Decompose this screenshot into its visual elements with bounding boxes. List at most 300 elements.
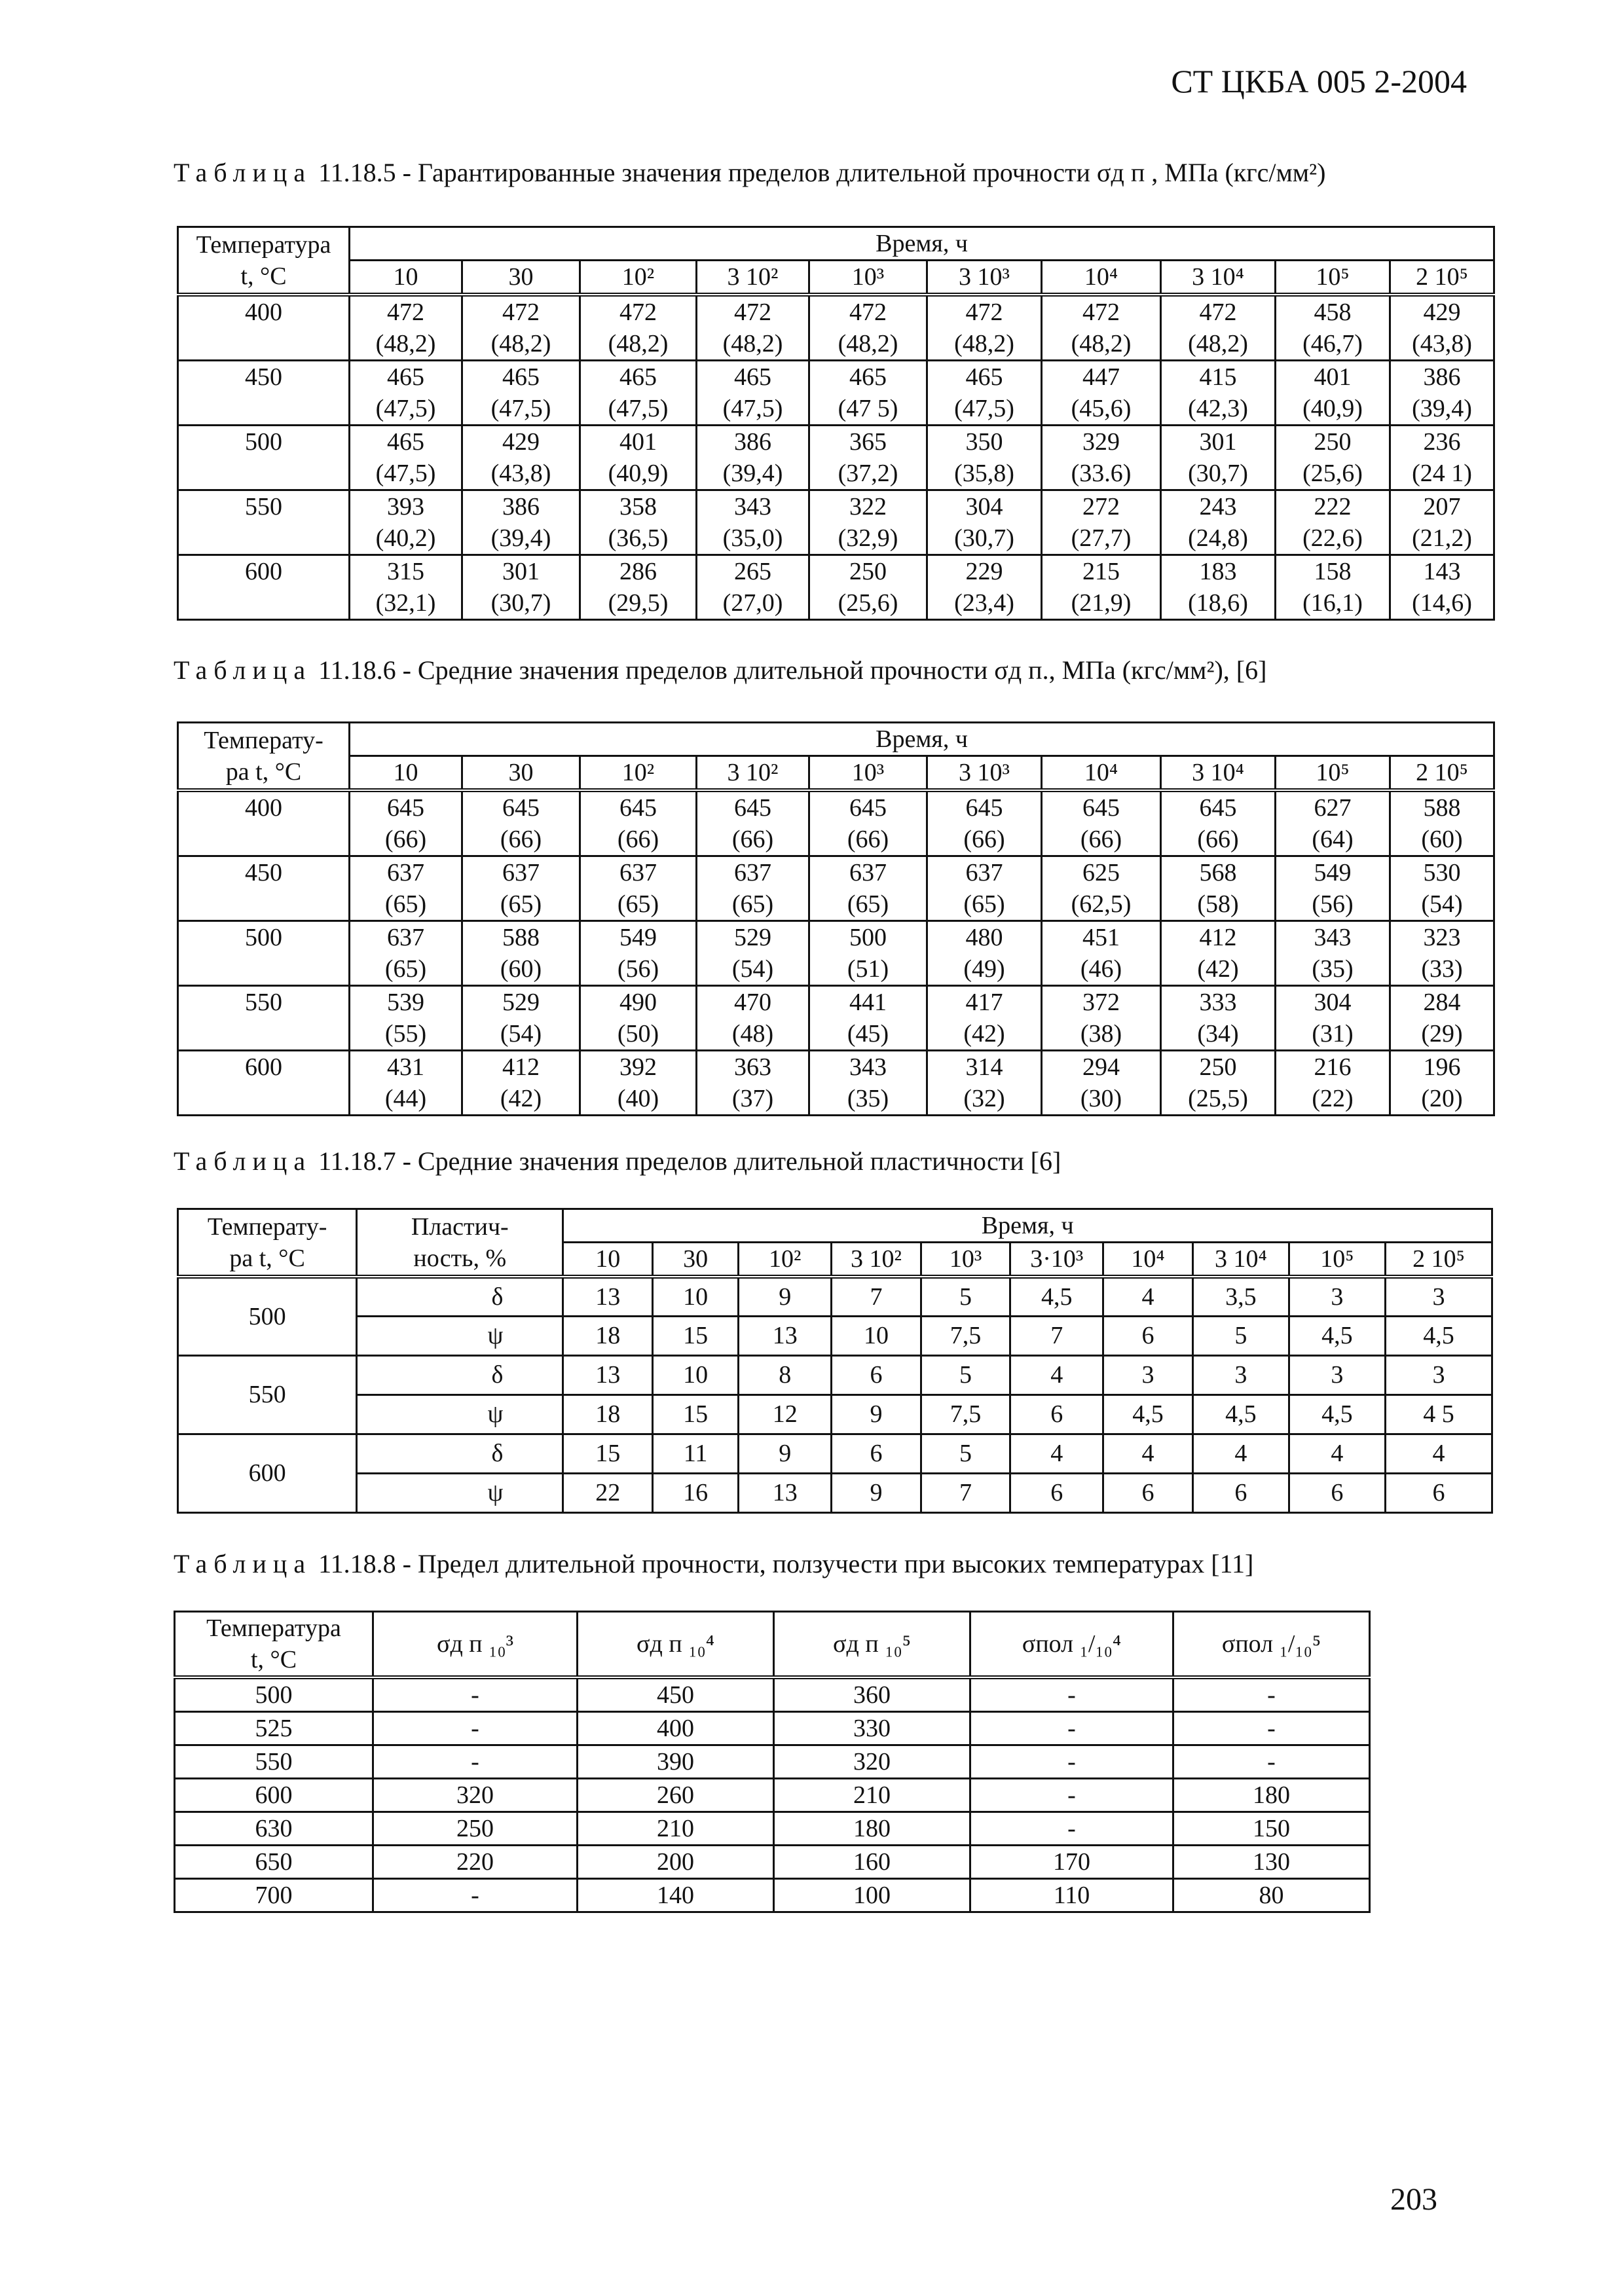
time-column-header: 3 10⁴ (1192, 1243, 1289, 1277)
value-cell: - (1173, 1745, 1370, 1779)
value-cell: 6 (832, 1355, 921, 1394)
value-kgf: (49) (963, 955, 1005, 983)
value-mpa: 236 (1423, 428, 1461, 456)
value-cell (462, 986, 580, 1051)
value-cell (809, 921, 927, 986)
stress-column-header: σд п ₁₀⁴ (578, 1612, 774, 1678)
value-cell: 3,5 (1192, 1277, 1289, 1316)
value-cell: 220 (373, 1846, 578, 1879)
value-mpa: 470 (734, 989, 771, 1016)
value-cell: 3 (1385, 1355, 1492, 1394)
value-mpa: 401 (1314, 363, 1352, 391)
caption-text: 11.18.8 - Предел длительной прочности, ползучести при высоких температурах [11] (312, 1549, 1254, 1578)
temperature-cell: 450 (178, 361, 350, 426)
value-kgf: (65) (731, 890, 774, 918)
value-mpa: 472 (502, 299, 540, 326)
value-mpa: 645 (849, 794, 887, 822)
value-cell (1390, 790, 1494, 856)
value-mpa: 284 (1423, 989, 1461, 1016)
value-cell (1042, 856, 1161, 921)
value-kgf: (56) (1312, 890, 1354, 918)
time-column-header: 10⁴ (1042, 261, 1161, 295)
value-cell: 180 (1173, 1779, 1370, 1812)
table-average-plasticity (177, 1208, 1493, 1514)
table-row (175, 1879, 1370, 1912)
plasticity-symbol: ψ (357, 1316, 563, 1355)
value-cell: 3 (1289, 1277, 1385, 1316)
value-mpa: 472 (965, 299, 1003, 326)
value-cell (927, 426, 1042, 490)
temperature-cell: 550 (178, 1355, 357, 1434)
value-mpa: 447 (1082, 363, 1120, 391)
document-code: СТ ЦКБА 005 2-2004 (1171, 63, 1467, 100)
caption-lead: Таблица (174, 158, 312, 187)
value-cell: 80 (1173, 1879, 1370, 1912)
value-cell: 3 (1103, 1355, 1193, 1394)
value-cell (1161, 986, 1276, 1051)
table-row (175, 1812, 1370, 1846)
value-cell (580, 555, 697, 620)
value-cell (462, 555, 580, 620)
value-kgf: (66) (617, 826, 659, 853)
value-cell (350, 295, 462, 361)
plasticity-symbol: ψ (357, 1473, 563, 1512)
value-kgf: (32,1) (375, 589, 436, 617)
value-cell (809, 361, 927, 426)
caption-lead: Таблица (174, 1146, 312, 1176)
value-kgf: (24,8) (1188, 524, 1248, 552)
plasticity-symbol: δ (357, 1277, 563, 1316)
value-cell (1161, 790, 1276, 856)
value-kgf: (32) (963, 1085, 1005, 1112)
value-kgf: (27,0) (722, 589, 783, 617)
value-cell: 7 (832, 1277, 921, 1316)
value-mpa: 301 (1199, 428, 1237, 456)
value-mpa: 386 (734, 428, 771, 456)
value-kgf: (66) (963, 826, 1005, 853)
value-kgf: (65) (963, 890, 1005, 918)
stress-column-header: σд п ₁₀³ (373, 1612, 578, 1678)
value-mpa: 207 (1423, 493, 1461, 520)
value-cell: 18 (563, 1394, 653, 1434)
value-cell: 8 (739, 1355, 832, 1394)
value-kgf: (23,4) (954, 589, 1014, 617)
value-kgf: (47,5) (375, 460, 436, 487)
value-cell: 170 (970, 1846, 1173, 1879)
value-mpa: 637 (502, 859, 540, 886)
value-cell (1276, 986, 1390, 1051)
value-mpa: 363 (734, 1053, 771, 1081)
value-cell (809, 555, 927, 620)
value-kgf: (51) (847, 955, 889, 983)
value-cell: 6 (1103, 1473, 1193, 1512)
value-cell: 6 (1289, 1473, 1385, 1512)
value-cell: 4 (1010, 1434, 1103, 1473)
value-kgf: (58) (1197, 890, 1239, 918)
value-cell (697, 986, 809, 1051)
temperature-cell: 500 (178, 426, 350, 490)
temperature-header-line1: Температу- (207, 1212, 327, 1241)
value-kgf: (16,1) (1302, 589, 1363, 617)
value-cell: 4,5 (1192, 1394, 1289, 1434)
value-mpa: 358 (619, 493, 657, 520)
value-cell (1390, 426, 1494, 490)
value-cell (1390, 361, 1494, 426)
value-mpa: 637 (849, 859, 887, 886)
value-cell: 10 (652, 1355, 738, 1394)
value-cell: - (373, 1745, 578, 1779)
value-cell (1161, 426, 1276, 490)
plasticity-header (357, 1209, 563, 1277)
value-mpa: 229 (965, 558, 1003, 585)
value-mpa: 637 (619, 859, 657, 886)
value-cell (462, 490, 580, 555)
value-cell: 210 (774, 1779, 970, 1812)
value-kgf: (39,4) (722, 460, 783, 487)
temperature-cell: 550 (178, 986, 350, 1051)
temperature-header-line2: ра t, °C (225, 757, 302, 786)
value-kgf: (25,6) (1302, 460, 1363, 487)
table-row (178, 1473, 1492, 1512)
value-kgf: (64) (1312, 826, 1354, 853)
value-kgf: (54) (500, 1020, 542, 1048)
temperature-cell: 400 (178, 295, 350, 361)
value-cell: 12 (739, 1394, 832, 1434)
value-mpa: 549 (1314, 859, 1352, 886)
value-kgf: (29) (1421, 1020, 1463, 1048)
value-kgf: (65) (617, 890, 659, 918)
temperature-header (175, 1612, 373, 1678)
value-cell (927, 490, 1042, 555)
value-mpa: 415 (1199, 363, 1237, 391)
value-mpa: 417 (965, 989, 1003, 1016)
value-cell: 9 (739, 1434, 832, 1473)
value-mpa: 645 (387, 794, 424, 822)
value-cell (580, 426, 697, 490)
value-kgf: (14,6) (1412, 589, 1472, 617)
value-cell (1042, 361, 1161, 426)
plasticity-symbol: ψ (357, 1394, 563, 1434)
value-mpa: 365 (849, 428, 887, 456)
value-cell (1276, 856, 1390, 921)
value-cell: 13 (739, 1473, 832, 1512)
value-mpa: 588 (502, 924, 540, 951)
temperature-cell: 650 (175, 1846, 373, 1879)
value-cell (1390, 986, 1494, 1051)
value-cell (809, 1051, 927, 1116)
table-row (178, 1277, 1492, 1316)
value-kgf: (40,9) (608, 460, 669, 487)
value-mpa: 645 (502, 794, 540, 822)
table-guaranteed-strength (177, 226, 1495, 621)
value-mpa: 530 (1423, 859, 1461, 886)
time-column-header: 2 10⁵ (1390, 756, 1494, 791)
value-cell (580, 1051, 697, 1116)
value-cell: 4,5 (1010, 1277, 1103, 1316)
value-mpa: 429 (1423, 299, 1461, 326)
value-cell: 3 (1192, 1355, 1289, 1394)
value-kgf: (66) (731, 826, 774, 853)
table-row (175, 1677, 1370, 1712)
value-mpa: 412 (502, 1053, 540, 1081)
time-column-header: 10² (580, 261, 697, 295)
value-kgf: (48,2) (954, 330, 1014, 357)
temperature-cell: 550 (175, 1745, 373, 1779)
time-column-header: 3 10² (832, 1243, 921, 1277)
value-mpa: 386 (1423, 363, 1461, 391)
value-cell: 150 (1173, 1812, 1370, 1846)
value-cell (462, 361, 580, 426)
value-cell: 15 (652, 1394, 738, 1434)
value-kgf: (50) (617, 1020, 659, 1048)
time-column-header: 10 (350, 756, 462, 791)
value-kgf: (54) (1421, 890, 1463, 918)
value-cell (927, 1051, 1042, 1116)
value-mpa: 465 (502, 363, 540, 391)
table-caption-1 (174, 157, 1325, 188)
time-header: Время, ч (563, 1209, 1492, 1243)
value-kgf: (65) (500, 890, 542, 918)
value-cell: - (970, 1812, 1173, 1846)
value-cell (350, 986, 462, 1051)
value-cell: 3 (1289, 1355, 1385, 1394)
value-cell: 7,5 (921, 1316, 1010, 1355)
value-cell (350, 1051, 462, 1116)
table-row (178, 295, 1494, 361)
value-cell: 4 (1385, 1434, 1492, 1473)
table-row (178, 921, 1494, 986)
value-cell: 250 (373, 1812, 578, 1846)
plasticity-symbol: δ (357, 1355, 563, 1394)
value-kgf: (65) (847, 890, 889, 918)
value-kgf: (48) (731, 1020, 774, 1048)
table-row (178, 361, 1494, 426)
value-kgf: (45) (847, 1020, 889, 1048)
value-kgf: (36,5) (608, 524, 669, 552)
value-kgf: (20) (1421, 1085, 1463, 1112)
value-cell (1161, 555, 1276, 620)
temperature-cell: 500 (178, 1277, 357, 1355)
value-mpa: 429 (502, 428, 540, 456)
time-header: Время, ч (350, 227, 1494, 261)
time-column-header: 3 10² (697, 756, 809, 791)
value-kgf: (40,2) (375, 524, 436, 552)
value-cell: 4,5 (1103, 1394, 1193, 1434)
value-cell: - (970, 1677, 1173, 1712)
value-mpa: 304 (965, 493, 1003, 520)
plasticity-header-line1: Пластич- (411, 1212, 509, 1241)
value-mpa: 645 (1082, 794, 1120, 822)
table-row (178, 1434, 1492, 1473)
value-kgf: (46) (1080, 955, 1122, 983)
value-cell: 11 (652, 1434, 738, 1473)
value-kgf: (47,5) (954, 395, 1014, 422)
value-cell: 16 (652, 1473, 738, 1512)
value-kgf: (43,8) (1412, 330, 1472, 357)
value-mpa: 529 (502, 989, 540, 1016)
value-kgf: (27,7) (1071, 524, 1132, 552)
value-cell: - (373, 1677, 578, 1712)
value-kgf: (30,7) (954, 524, 1014, 552)
temperature-cell: 400 (178, 790, 350, 856)
value-cell (1390, 295, 1494, 361)
value-cell (580, 490, 697, 555)
value-cell (697, 555, 809, 620)
value-kgf: (47 5) (838, 395, 898, 422)
value-cell (697, 790, 809, 856)
value-cell (1276, 295, 1390, 361)
value-cell (580, 790, 697, 856)
value-kgf: (42) (963, 1020, 1005, 1048)
value-kgf: (56) (617, 955, 659, 983)
value-cell (1390, 490, 1494, 555)
value-mpa: 637 (965, 859, 1003, 886)
value-cell: 6 (1192, 1473, 1289, 1512)
value-kgf: (30,7) (490, 589, 551, 617)
table-row (178, 1355, 1492, 1394)
value-mpa: 472 (734, 299, 771, 326)
page-number: 203 (1390, 2182, 1437, 2217)
value-cell: 6 (1010, 1394, 1103, 1434)
temperature-cell: 500 (175, 1677, 373, 1712)
value-cell: 5 (921, 1434, 1010, 1473)
temperature-header (178, 227, 350, 295)
value-cell: - (1173, 1712, 1370, 1745)
table-creep-limits (174, 1611, 1371, 1913)
value-mpa: 465 (965, 363, 1003, 391)
value-mpa: 343 (734, 493, 771, 520)
value-kgf: (43,8) (490, 460, 551, 487)
value-kgf: (40) (617, 1085, 659, 1112)
table-caption-3 (174, 1146, 1061, 1176)
value-kgf: (48,2) (1071, 330, 1132, 357)
value-mpa: 392 (619, 1053, 657, 1081)
value-kgf: (37) (731, 1085, 774, 1112)
value-kgf: (54) (731, 955, 774, 983)
value-cell (1390, 856, 1494, 921)
table-row (178, 1394, 1492, 1434)
value-cell (1276, 921, 1390, 986)
value-cell: 7,5 (921, 1394, 1010, 1434)
value-cell: 4 (1192, 1434, 1289, 1473)
value-cell: 210 (578, 1812, 774, 1846)
value-kgf: (32,9) (838, 524, 898, 552)
header-row (175, 1612, 1370, 1678)
value-kgf: (21,9) (1071, 589, 1132, 617)
temperature-cell: 450 (178, 856, 350, 921)
value-mpa: 350 (965, 428, 1003, 456)
value-mpa: 549 (619, 924, 657, 951)
value-cell: 5 (921, 1277, 1010, 1316)
value-cell (1161, 295, 1276, 361)
value-kgf: (47,5) (722, 395, 783, 422)
value-cell: 13 (563, 1355, 653, 1394)
value-kgf: (48,2) (608, 330, 669, 357)
time-column-header: 10³ (921, 1243, 1010, 1277)
value-kgf: (45,6) (1071, 395, 1132, 422)
time-columns-row (178, 261, 1494, 295)
table-average-strength (177, 721, 1495, 1116)
value-cell: 110 (970, 1879, 1173, 1912)
table-row (178, 490, 1494, 555)
value-kgf: (42,3) (1188, 395, 1248, 422)
value-mpa: 431 (387, 1053, 424, 1081)
value-mpa: 645 (734, 794, 771, 822)
value-mpa: 465 (734, 363, 771, 391)
value-mpa: 286 (619, 558, 657, 585)
temperature-header (178, 723, 350, 791)
temperature-cell: 550 (178, 490, 350, 555)
value-cell (1276, 790, 1390, 856)
value-cell: 9 (832, 1394, 921, 1434)
value-cell (809, 426, 927, 490)
value-mpa: 500 (849, 924, 887, 951)
value-cell (1042, 490, 1161, 555)
value-cell (462, 426, 580, 490)
temperature-cell: 600 (178, 1051, 350, 1116)
value-kgf: (44) (384, 1085, 427, 1112)
value-mpa: 314 (965, 1053, 1003, 1081)
value-mpa: 323 (1423, 924, 1461, 951)
value-kgf: (37,2) (838, 460, 898, 487)
value-cell (462, 295, 580, 361)
value-cell (1161, 361, 1276, 426)
value-cell (1042, 555, 1161, 620)
caption-lead: Таблица (174, 1549, 312, 1578)
value-cell: 140 (578, 1879, 774, 1912)
value-kgf: (39,4) (490, 524, 551, 552)
value-mpa: 588 (1423, 794, 1461, 822)
value-kgf: (48,2) (722, 330, 783, 357)
time-header: Время, ч (350, 723, 1494, 756)
value-mpa: 243 (1199, 493, 1237, 520)
value-mpa: 343 (1314, 924, 1352, 951)
table-row (178, 856, 1494, 921)
table-row (175, 1745, 1370, 1779)
value-kgf: (22,6) (1302, 524, 1363, 552)
value-cell (1042, 426, 1161, 490)
value-cell: - (970, 1745, 1173, 1779)
value-cell (697, 426, 809, 490)
value-kgf: (66) (1197, 826, 1239, 853)
caption-text: 11.18.7 - Средние значения пределов длительной пластичности [6] (312, 1146, 1061, 1176)
value-cell (350, 856, 462, 921)
caption-text: 11.18.5 - Гарантированные значения пределов длительной прочности σд п , МПа (кгс/мм²) (312, 158, 1326, 187)
value-cell (1042, 790, 1161, 856)
value-cell: 400 (578, 1712, 774, 1745)
value-cell (697, 490, 809, 555)
value-cell (580, 361, 697, 426)
value-mpa: 265 (734, 558, 771, 585)
value-cell (927, 986, 1042, 1051)
value-cell (1042, 295, 1161, 361)
value-cell (809, 986, 927, 1051)
value-cell: 160 (774, 1846, 970, 1879)
time-column-header: 3·10³ (1010, 1243, 1103, 1277)
value-cell: 180 (774, 1812, 970, 1846)
value-cell: 3 (1385, 1277, 1492, 1316)
value-cell: - (970, 1712, 1173, 1745)
value-kgf: (46,7) (1302, 330, 1363, 357)
value-mpa: 465 (619, 363, 657, 391)
value-cell: 6 (1103, 1316, 1193, 1355)
value-cell (462, 921, 580, 986)
value-cell: 320 (774, 1745, 970, 1779)
value-mpa: 490 (619, 989, 657, 1016)
value-kgf: (39,4) (1412, 395, 1472, 422)
value-kgf: (35) (847, 1085, 889, 1112)
table-row (178, 555, 1494, 620)
